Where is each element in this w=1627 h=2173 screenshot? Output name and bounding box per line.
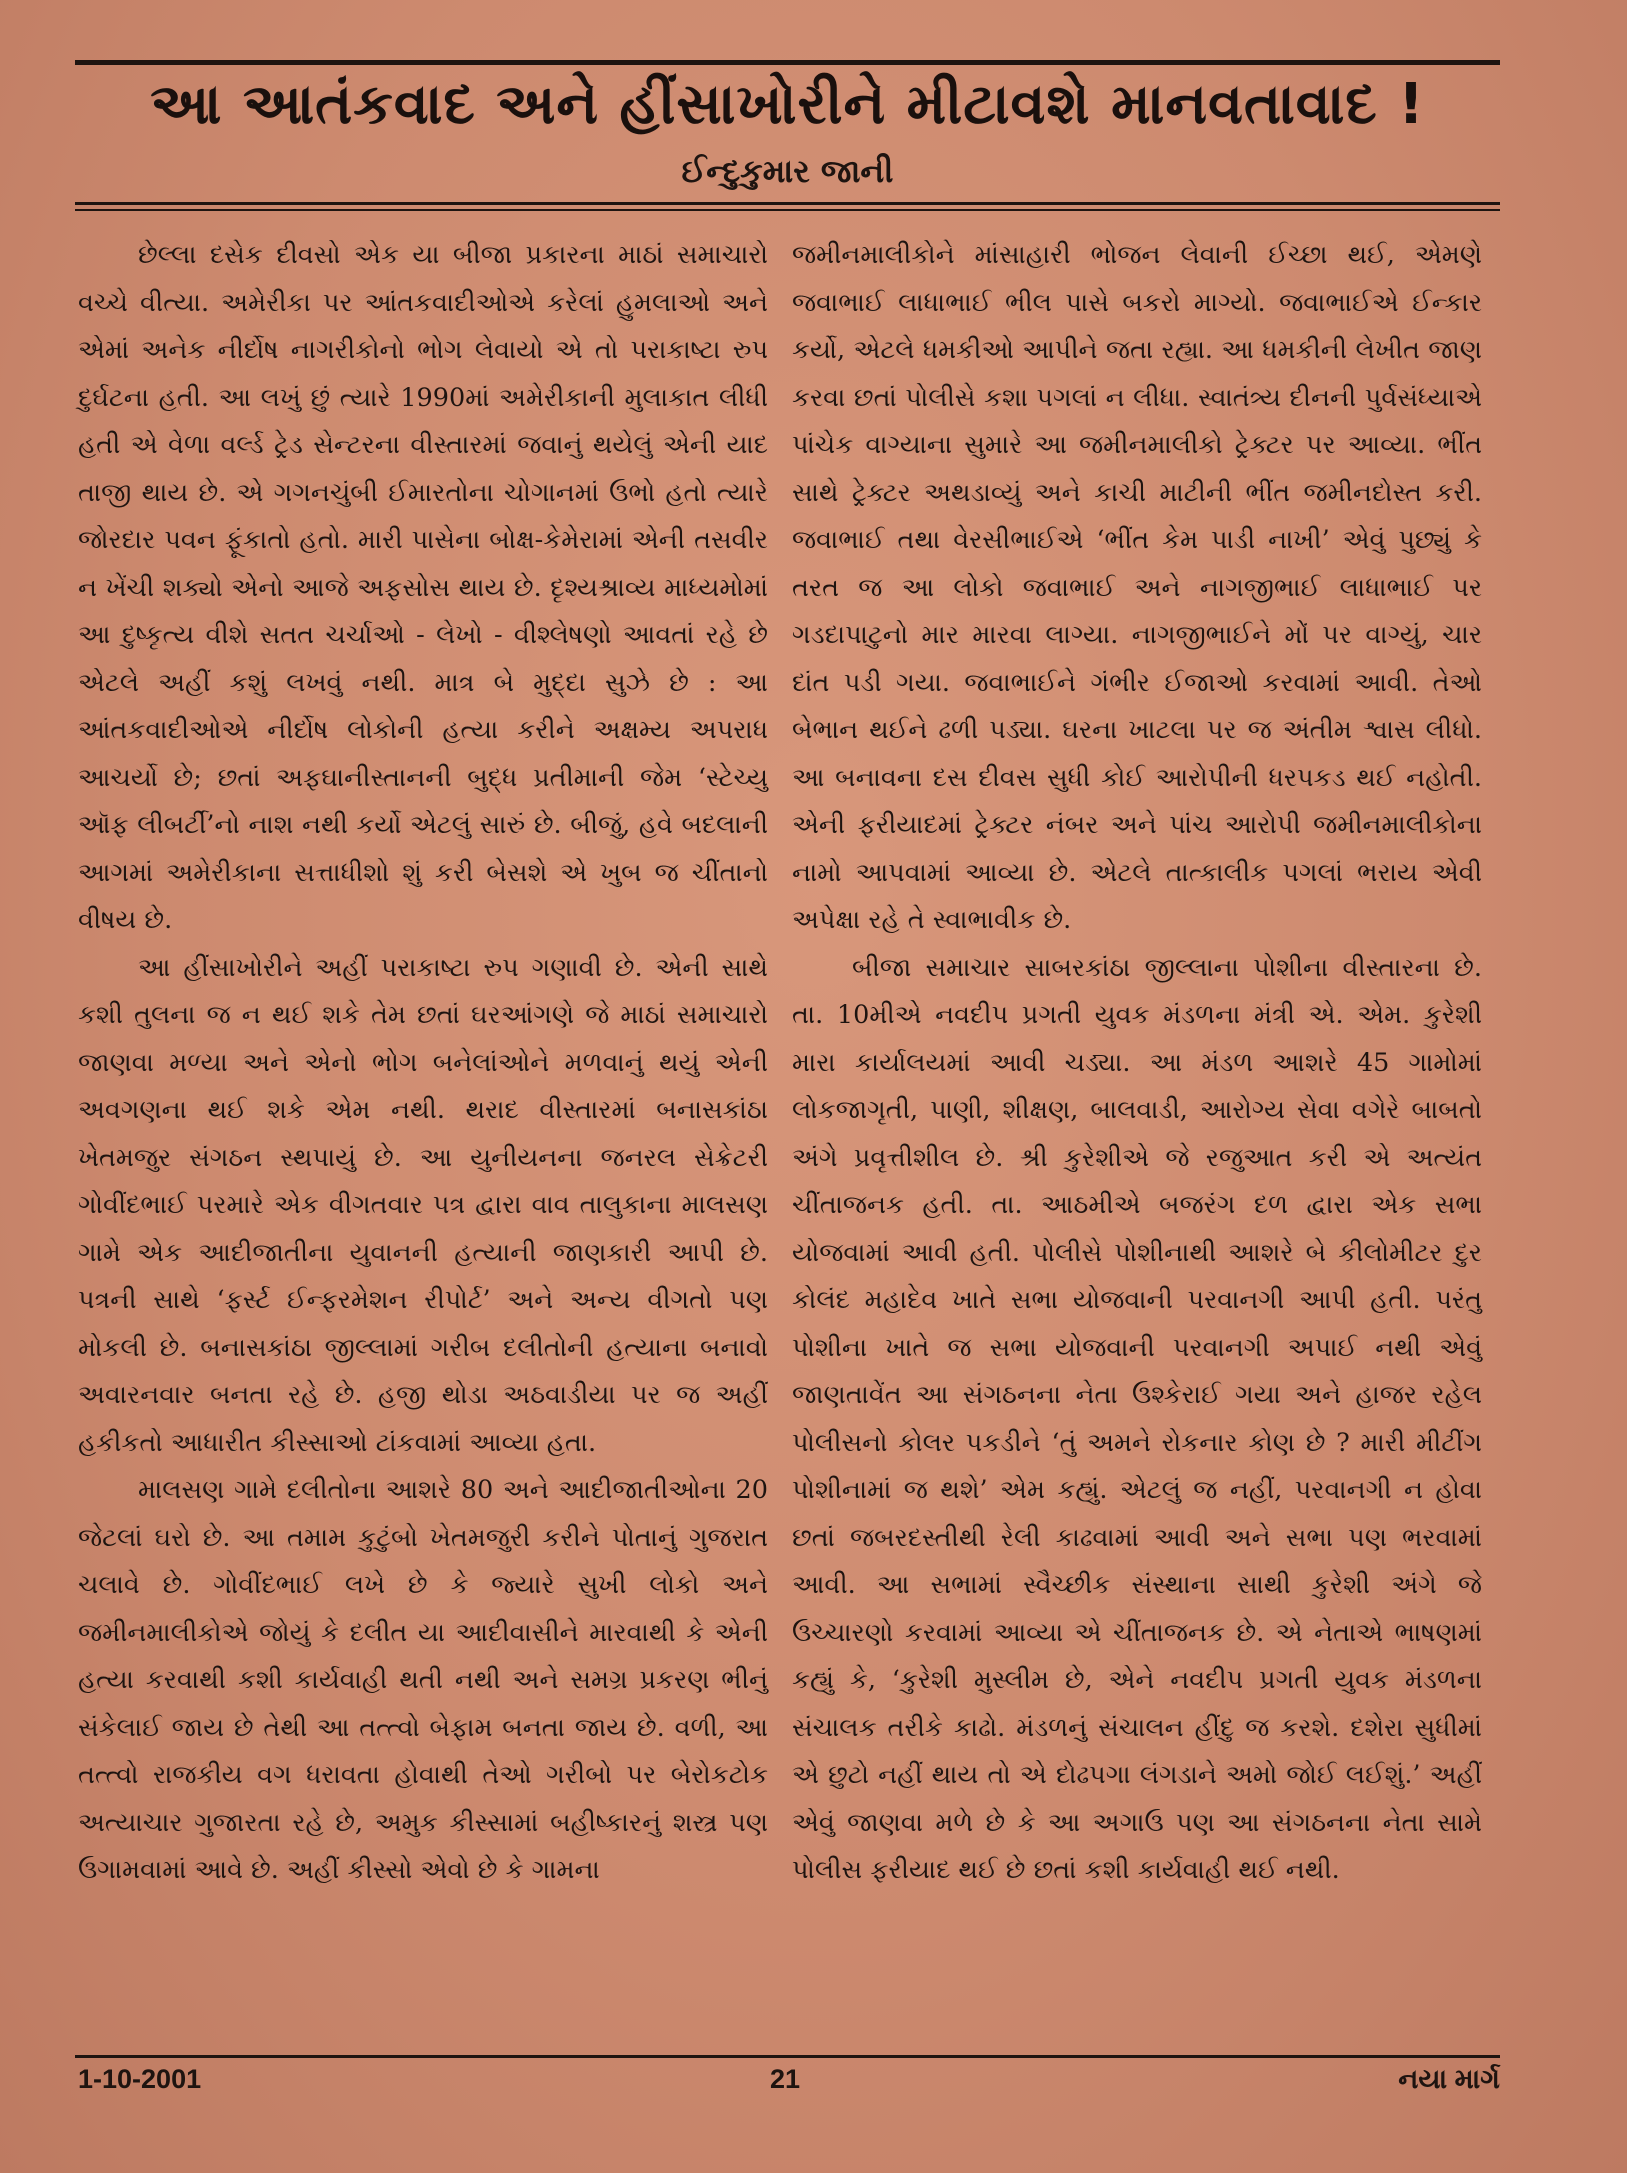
header-bottom-rule-thin xyxy=(75,209,1500,211)
article-author: ઈન્દુકુમાર જાની xyxy=(681,152,894,190)
paragraph: બીજા સમાચાર સાબરકાંઠા જીલ્લાના પોશીના વીસ્તારના છે. તા. 10મીએ નવદીપ પ્રગતી યુવક મંડળના મંત્રી એ. એમ. કુરેશી મારા કાર્યાલયમાં આવી ચડ્યા. આ મંડળ આશરે 45 ગામોમાં લોકજાગૃતી, પાણી, શીક્ષણ, બાલવાડી, આરોગ્ય સેવા વગેરે બાબતો અંગે પ્રવૃત્તીશીલ છે. શ્રી કુરેશીએ જે રજુઆત કરી એ અત્યંત ચીંતાજનક હતી. તા. આઠમીએ બજરંગ દળ દ્વારા એક સભા યોજવામાં આવી હતી. પોલીસે પોશીનાથી આશરે બે કીલોમીટર દુર કોલંદ મહાદેવ ખાતે સભા યોજવાની પરવાનગી આપી હતી. પરંતુ પોશીના ખાતે જ સભા યોજવાની પરવાનગી અપાઈ નથી એવું જાણતાવેંત આ સંગઠનના નેતા ઉશ્કેરાઈ ગયા અને હાજર રહેલ પોલીસનો કોલર પકડીને ‘તું અમને રોકનાર કોણ છે ? મારી મીટીંગ પોશીનામાં જ થશે’ એમ કહ્યું. એટલું જ નહીં, પરવાનગી ન હોવા છતાં જબરદસ્તીથી રેલી કાઢવામાં આવી અને સભા પણ ભરવામાં આવી. આ સભામાં સ્વૈચ્છીક સંસ્થાના સાથી કુરેશી અંગે જે ઉચ્ચારણો કરવામાં આવ્યા એ ચીંતાજનક છે. એ નેતાએ ભાષણમાં કહ્યું કે, ‘કુરેશી મુસ્લીમ છે, એને નવદીપ પ્રગતી યુવક મંડળના સંચાલક તરીકે કાઢો. મંડળનું સંચાલન હીંદુ જ કરશે. દશેરા સુધીમાં એ છુટો નહીં થાય તો એ દોઢપગા લંગડાને અમો જોઈ લઈશું.’ અહીં એવું જાણવા મળે છે કે આ અગાઉ પણ આ સંગઠનના નેતા સામે પોલીસ ફરીયાદ થઈ છે છતાં કશી કાર્યવાહી થઈ નથી. xyxy=(792,952,1482,1885)
right-column xyxy=(792,232,1482,1895)
footer-rule xyxy=(75,2055,1500,2058)
left-column xyxy=(78,232,768,1895)
header-bottom-rule xyxy=(75,202,1500,205)
issue-date: 1-10-2001 xyxy=(78,2064,202,2094)
paragraph: છેલ્લા દસેક દીવસો એક યા બીજા પ્રકારના માઠાં સમાચારો વચ્ચે વીત્યા. અમેરીકા પર આંતકવાદીઓએ કરેલાં હુમલાઓ અને એમાં અનેક નીર્દોષ નાગરીકોનો ભોગ લેવાયો એ તો પરાકાષ્ટા રુપ દુર્ઘટના હતી. આ લખું છું ત્યારે 1990માં અમેરીકાની મુલાકાત લીધી હતી એ વેળા વર્લ્ડ ટ્રેડ સેન્ટરના વીસ્તારમાં જવાનું થયેલું એની યાદ તાજી થાય છે. એ ગગનચુંબી ઈમારતોના ચોગાનમાં ઉભો હતો ત્યારે જોરદાર પવન ફૂંકાતો હતો. મારી પાસેના બોક્ષ-કેમેરામાં એની તસવીર ન ખેંચી શક્યો એનો આજે અફસોસ થાય છે. દૃશ્યશ્રાવ્ય માધ્યમોમાં આ દુષ્કૃત્ય વીશે સતત ચર્ચાઓ - લેખો - વીશ્લેષણો આવતાં રહે છે એટલે અહીં કશું લખવું નથી. માત્ર બે મુદ્દા સુઝે છે : આ આંતકવાદીઓએ નીર્દોષ લોકોની હત્યા કરીને અક્ષમ્ય અપરાધ આચર્યો છે; છતાં અફઘાનીસ્તાનની બુદ્ધ પ્રતીમાની જેમ ‘સ્ટેચ્યુ ઑફ લીબર્ટી’નો નાશ નથી કર્યો એટલું સારું છે. બીજું, હવે બદલાની આગમાં અમેરીકાના સત્તાધીશો શું કરી બેસશે એ ખુબ જ ચીંતાનો વીષય છે. xyxy=(78,240,768,935)
article-title: આ આતંકવાદ અને હીંસાખોરીને મીટાવશે માનવતાવાદ ! xyxy=(150,72,1425,137)
page-number: 21 xyxy=(770,2064,801,2094)
paragraph: આ હીંસાખોરીને અહીં પરાકાષ્ટા રુપ ગણાવી છે. એની સાથે કશી તુલના જ ન થઈ શકે તેમ છતાં ઘરઆંગણે જે માઠાં સમાચારો જાણવા મળ્યા અને એનો ભોગ બનેલાંઓને મળવાનું થયું એની અવગણના થઈ શકે એમ નથી. થરાદ વીસ્તારમાં બનાસકાંઠા ખેતમજુર સંગઠન સ્થપાયું છે. આ યુનીયનના જનરલ સેક્રેટરી ગોવીંદભાઈ પરમારે એક વીગતવાર પત્ર દ્વારા વાવ તાલુકાના માલસણ ગામે એક આદીજાતીના યુવાનની હત્યાની જાણકારી આપી છે. પત્રની સાથે ‘ફર્સ્ટ ઈન્ફરમેશન રીપોર્ટ’ અને અન્ય વીગતો પણ મોકલી છે. બનાસકાંઠા જીલ્લામાં ગરીબ દલીતોની હત્યાના બનાવો અવારનવાર બનતા રહે છે. હજી થોડા અઠવાડીયા પર જ અહીં હકીકતો આધારીત કીસ્સાઓ ટાંકવામાં આવ્યા હતા. xyxy=(78,952,768,1458)
paragraph: માલસણ ગામે દલીતોના આશરે 80 અને આદીજાતીઓના 20 જેટલાં ઘરો છે. આ તમામ કુટુંબો ખેતમજુરી કરીને પોતાનું ગુજરાત ચલાવે છે. ગોવીંદભાઈ લખે છે કે જ્યારે સુખી લોકો અને જમીનમાલીકોએ જોયું કે દલીત યા આદીવાસીને મારવાથી કે એની હત્યા કરવાથી કશી કાર્યવાહી થતી નથી અને સમગ્ર પ્રકરણ ભીનું સંકેલાઈ જાય છે તેથી આ તત્ત્વો બેફામ બનતા જાય છે. વળી, આ તત્ત્વો રાજકીય વગ ધરાવતા હોવાથી તેઓ ગરીબો પર બેરોકટોક અત્યાચાર ગુજારતા રહે છે, અમુક કીસ્સામાં બહીષ્કારનું શસ્ત્ર પણ ઉગામવામાં આવે છે. અહીં કીસ્સો એવો છે કે ગામના xyxy=(78,1475,768,1885)
magazine-name: નયા માર્ગ xyxy=(1398,2064,1500,2094)
header-top-rule xyxy=(75,60,1500,65)
paragraph: જમીનમાલીકોને માંસાહારી ભોજન લેવાની ઈચ્છા થઈ, એમણે જવાભાઈ લાધાભાઈ ભીલ પાસે બકરો માગ્યો. જવાભાઈએ ઈન્કાર કર્યો, એટલે ધમકીઓ આપીને જતા રહ્યા. આ ધમકીની લેખીત જાણ કરવા છતાં પોલીસે કશા પગલાં ન લીધા. સ્વાતંત્ર્ય દીનની પુર્વસંધ્યાએ પાંચેક વાગ્યાના સુમારે આ જમીનમાલીકો ટ્રેક્ટર પર આવ્યા. ભીંત સાથે ટ્રેક્ટર અથડાવ્યું અને કાચી માટીની ભીંત જમીનદોસ્ત કરી. જવાભાઈ તથા વેરસીભાઈએ ‘ભીંત કેમ પાડી નાખી’ એવું પુછ્યું કે તરત જ આ લોકો જવાભાઈ અને નાગજીભાઈ લાધાભાઈ પર ગડદાપાટુનો માર મારવા લાગ્યા. નાગજીભાઈને મોં પર વાગ્યું, ચાર દાંત પડી ગયા. જવાભાઈને ગંભીર ઈજાઓ કરવામાં આવી. તેઓ બેભાન થઈને ઢળી પડ્યા. ઘરના ખાટલા પર જ અંતીમ શ્વાસ લીધો. આ બનાવના દસ દીવસ સુધી કોઈ આરોપીની ધરપકડ થઈ નહોતી. એની ફરીયાદમાં ટ્રેક્ટર નંબર અને પાંચ આરોપી જમીનમાલીકોના નામો આપવામાં આવ્યા છે. એટલે તાત્કાલીક પગલાં ભરાય એવી અપેક્ષા રહે તે સ્વાભાવીક છે. xyxy=(792,240,1482,935)
